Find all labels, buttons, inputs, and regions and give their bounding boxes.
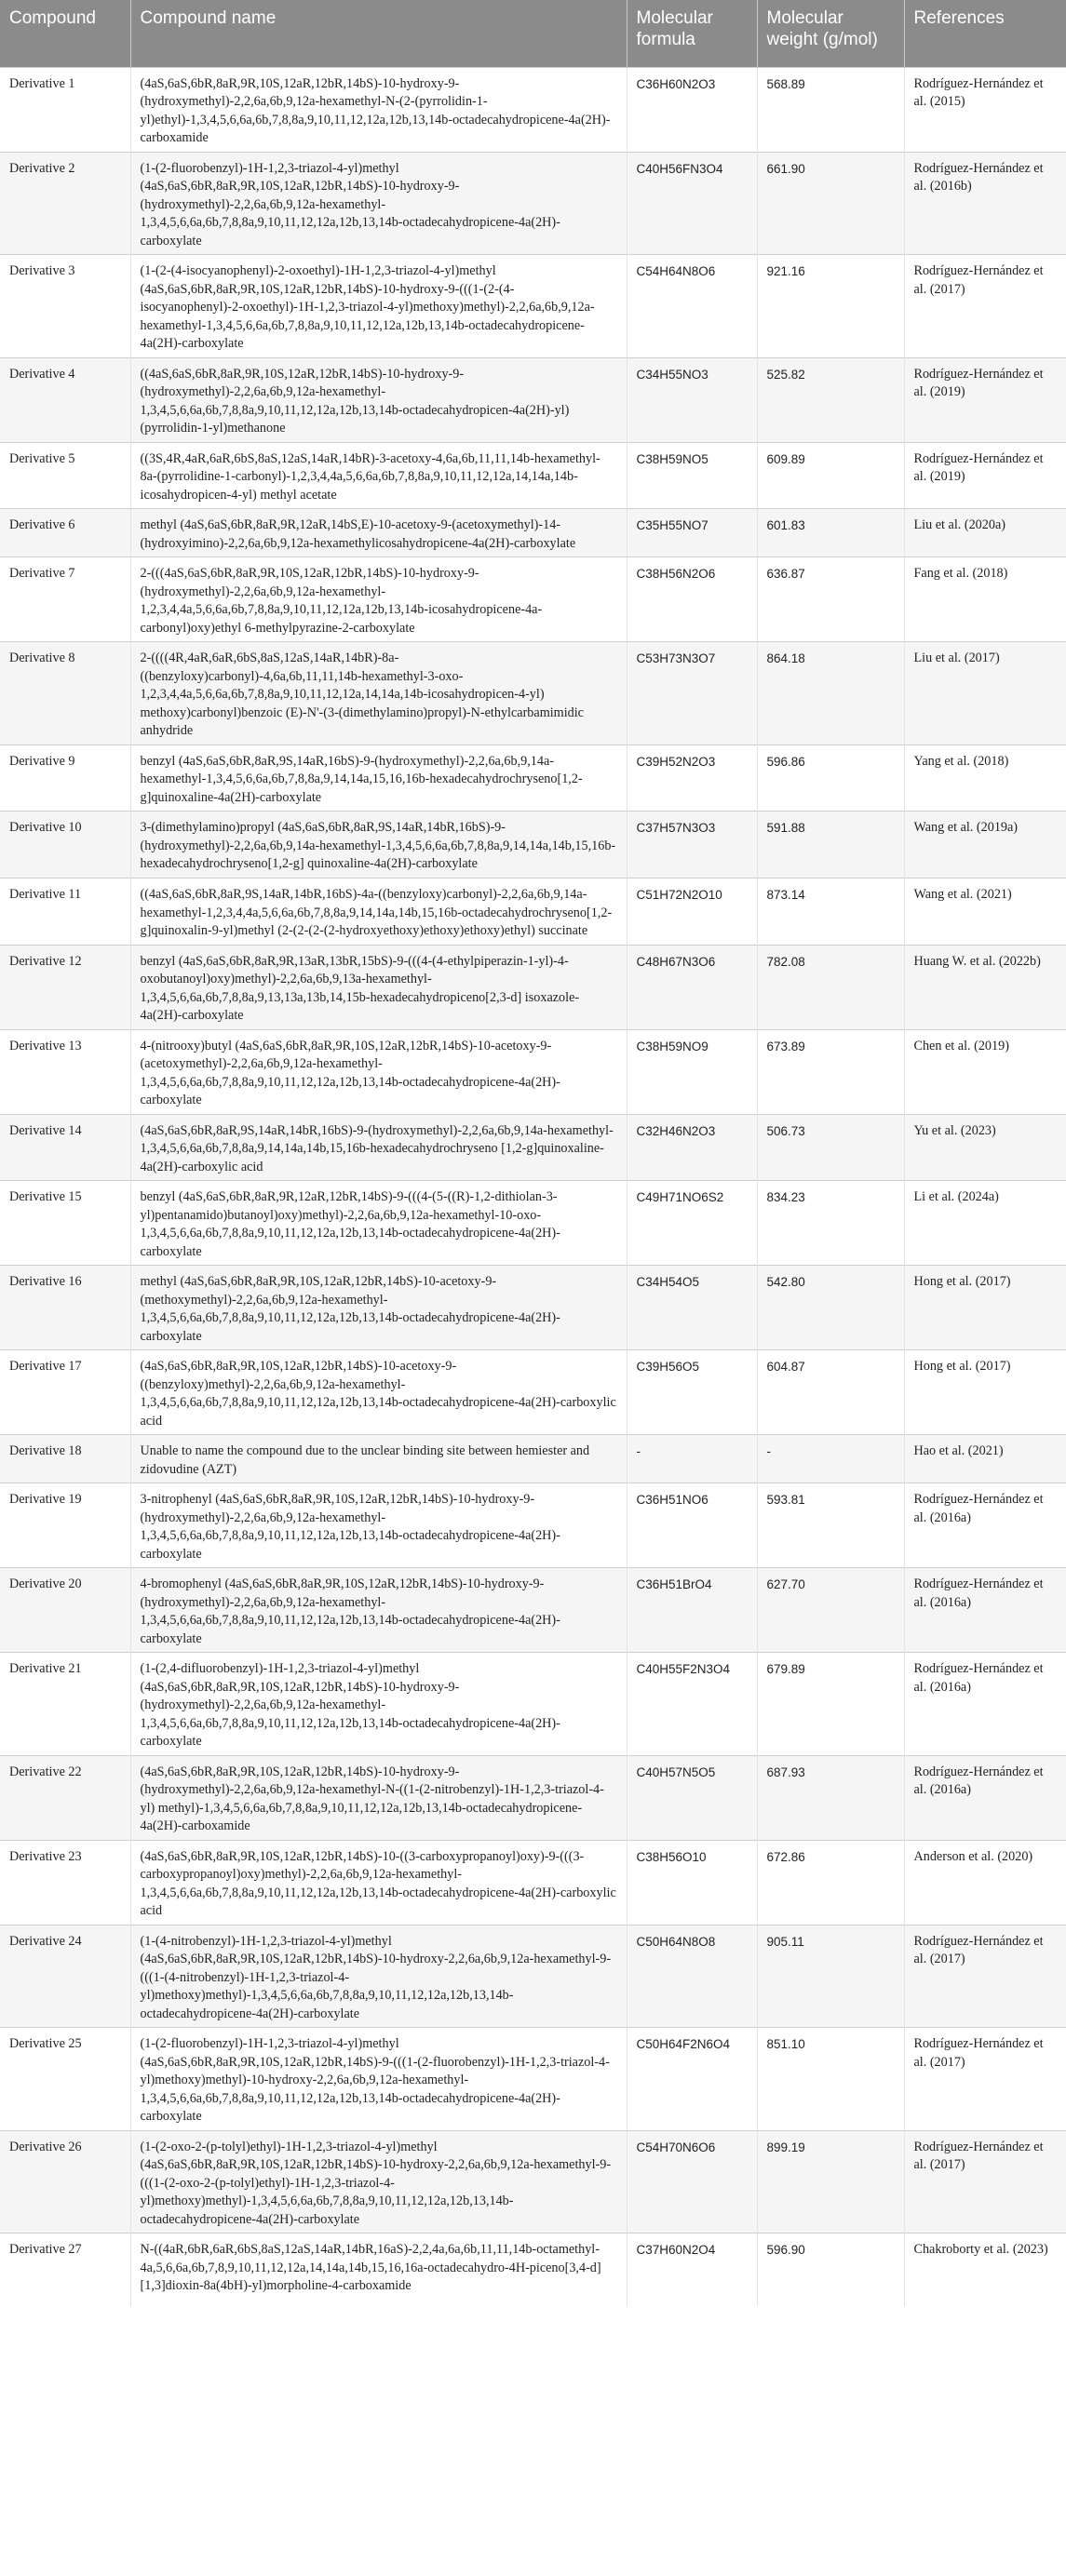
cell-molecular-weight: 672.86 (757, 1840, 904, 1925)
cell-reference: Fang et al. (2018) (904, 557, 1066, 642)
cell-molecular-weight: 627.70 (757, 1568, 904, 1653)
cell-molecular-formula: C36H60N2O3 (627, 67, 757, 152)
cell-molecular-formula: C38H56N2O6 (627, 557, 757, 642)
table-row (0, 1925, 1066, 2028)
cell-compound: Derivative 4 (0, 357, 130, 442)
cell-reference: Yang et al. (2018) (904, 745, 1066, 812)
cell-reference: Wang et al. (2019a) (904, 812, 1066, 879)
table-row (0, 1483, 1066, 1568)
cell-molecular-formula: C39H56O5 (627, 1350, 757, 1435)
cell-molecular-weight: 542.80 (757, 1266, 904, 1350)
cell-molecular-weight: 593.81 (757, 1483, 904, 1568)
table-row (0, 1840, 1066, 1925)
cell-molecular-weight: 873.14 (757, 879, 904, 946)
cell-compound-name: ((4aS,6aS,6bR,8aR,9R,10S,12aR,12bR,14bS)-10-hydroxy-9-(hydroxymethyl)-2,2,6a,6b,9,12a-hexamethyl-1,3,4,5,6,6a,6b,7,8,8a,9,10,11,12,12a,12b,13,14b-octadecahydropicen-4a(2H)-yl)(pyrrolidin-1-yl)methanone (130, 357, 627, 442)
cell-compound-name: (4aS,6aS,6bR,8aR,9R,10S,12aR,12bR,14bS)-10-((3-carboxypropanoyl)oxy)-9-(((3-carboxypropanoyl)oxy)methyl)-2,2,6a,6b,9,12a-hexamethyl-1,3,4,5,6,6a,6b,7,8,8a,9,10,11,12,12a,12b,13,14b-octadecahydropicene-4a(2H)-carboxylic acid (130, 1840, 627, 1925)
cell-reference: Hong et al. (2017) (904, 1266, 1066, 1350)
cell-compound: Derivative 17 (0, 1350, 130, 1435)
table-row (0, 1568, 1066, 1653)
table-row (0, 509, 1066, 557)
table-row (0, 1653, 1066, 1756)
cell-molecular-weight: 864.18 (757, 642, 904, 745)
cell-compound-name: 2-(((4aS,6aS,6bR,8aR,9R,10S,12aR,12bR,14bS)-10-hydroxy-9-(hydroxymethyl)-2,2,6a,6b,9,12a-hexamethyl-1,2,3,4,4a,5,6,6a,6b,7,8,8a,9,10,11,12,12a,12b,13,14b-icosahydropicene-4a-carbonyl)oxy)ethyl 6-methylpyrazine-2-carboxylate (130, 557, 627, 642)
cell-compound: Derivative 12 (0, 945, 130, 1029)
cell-molecular-formula: C38H59NO5 (627, 442, 757, 509)
cell-compound-name: 4-bromophenyl (4aS,6aS,6bR,8aR,9R,10S,12aR,12bR,14bS)-10-hydroxy-9-(hydroxymethyl)-2,2,6a,6b,9,12a-hexamethyl-1,3,4,5,6,6a,6b,7,8,8a,9,10,11,12,12a,12b,13,14b-octadecahydropicene-4a(2H)-carboxylate (130, 1568, 627, 1653)
table-row (0, 357, 1066, 442)
cell-reference: Anderson et al. (2020) (904, 1840, 1066, 1925)
cell-compound-name: benzyl (4aS,6aS,6bR,8aR,9S,14aR,16bS)-9-(hydroxymethyl)-2,2,6a,6b,9,14a-hexamethyl-1,3,4,5,6,6a,6b,7,8,8a,9,14,14a,15,16,16b-hexadecahydrochryseno[1,2-g]quinoxaline-4a(2H)-carboxylate (130, 745, 627, 812)
cell-reference: Wang et al. (2021) (904, 879, 1066, 946)
cell-compound-name: (4aS,6aS,6bR,8aR,9R,10S,12aR,12bR,14bS)-10-acetoxy-9-((benzyloxy)methyl)-2,2,6a,6b,9,12a-hexamethyl-1,3,4,5,6,6a,6b,7,8,8a,9,10,11,12,12a,12b,13,14b-octadecahydropicene-4a(2H)-carboxylic acid (130, 1350, 627, 1435)
table-body (0, 67, 1066, 2306)
table-row (0, 1266, 1066, 1350)
header-row (0, 0, 1066, 67)
cell-molecular-formula: C38H59NO9 (627, 1029, 757, 1114)
cell-reference: Rodríguez-Hernández et al. (2019) (904, 357, 1066, 442)
header-references: References (904, 0, 1066, 67)
cell-reference: Hong et al. (2017) (904, 1350, 1066, 1435)
cell-molecular-formula: C40H57N5O5 (627, 1755, 757, 1840)
header-molecular-formula: Molecular formula (627, 0, 757, 67)
cell-molecular-weight: 899.19 (757, 2130, 904, 2234)
table-row (0, 2028, 1066, 2131)
cell-molecular-formula: C35H55NO7 (627, 509, 757, 557)
cell-compound: Derivative 6 (0, 509, 130, 557)
cell-molecular-formula: C50H64F2N6O4 (627, 2028, 757, 2131)
cell-compound-name: 2-((((4R,4aR,6aR,6bS,8aS,12aS,14aR,14bR)-8a-((benzyloxy)carbonyl)-4,6a,6b,11,11,14b-hexamethyl-3-oxo-1,2,3,4,4a,5,6,6a,6b,7,8,8a,9,10,11,12,12a,14,14a,14b-icosahydropicen-4-yl) methoxy)carbonyl)benzoic (E)-N'-(3-(dimethylamino)propyl)-N-ethylcarbamimidic anhydride (130, 642, 627, 745)
table-row (0, 745, 1066, 812)
cell-reference: Rodríguez-Hernández et al. (2017) (904, 2130, 1066, 2234)
header-compound-name: Compound name (130, 0, 627, 67)
cell-compound-name: 3-nitrophenyl (4aS,6aS,6bR,8aR,9R,10S,12aR,12bR,14bS)-10-hydroxy-9-(hydroxymethyl)-2,2,6a,6b,9,12a-hexamethyl-1,3,4,5,6,6a,6b,7,8,8a,9,10,11,12,12a,12b,13,14b-octadecahydropicene-4a(2H)-carboxylate (130, 1483, 627, 1568)
header-compound: Compound (0, 0, 130, 67)
table-row (0, 2130, 1066, 2234)
header-molecular-weight: Molecular weight (g/mol) (757, 0, 904, 67)
cell-molecular-formula: - (627, 1435, 757, 1483)
cell-reference: Rodríguez-Hernández et al. (2015) (904, 67, 1066, 152)
cell-molecular-formula: C36H51BrO4 (627, 1568, 757, 1653)
cell-compound-name: (1-(4-nitrobenzyl)-1H-1,2,3-triazol-4-yl)methyl (4aS,6aS,6bR,8aR,9R,10S,12aR,12bR,14bS)-10-hydroxy-2,2,6a,6b,9,12a-hexamethyl-9-(((1-(4-nitrobenzyl)-1H-1,2,3-triazol-4-yl)methoxy)methyl)-1,3,4,5,6,6a,6b,7,8,8a,9,10,11,12,12a,12b,13,14b-octadecahydropicene-4a(2H)-carboxylate (130, 1925, 627, 2028)
cell-compound: Derivative 1 (0, 67, 130, 152)
cell-compound: Derivative 24 (0, 1925, 130, 2028)
table-row (0, 1755, 1066, 1840)
cell-molecular-formula: C38H56O10 (627, 1840, 757, 1925)
cell-compound: Derivative 20 (0, 1568, 130, 1653)
cell-molecular-weight: 661.90 (757, 152, 904, 255)
cell-compound: Derivative 22 (0, 1755, 130, 1840)
cell-molecular-weight: - (757, 1435, 904, 1483)
cell-compound: Derivative 7 (0, 557, 130, 642)
cell-compound-name: (1-(2,4-difluorobenzyl)-1H-1,2,3-triazol-4-yl)methyl (4aS,6aS,6bR,8aR,9R,10S,12aR,12bR,14bS)-10-hydroxy-9-(hydroxymethyl)-2,2,6a,6b,9,12a-hexamethyl-1,3,4,5,6,6a,6b,7,8,8a,9,10,11,12,12a,12b,13,14b-octadecahydropicene-4a(2H)-carboxylate (130, 1653, 627, 1756)
cell-molecular-weight: 687.93 (757, 1755, 904, 1840)
cell-reference: Rodríguez-Hernández et al. (2016a) (904, 1568, 1066, 1653)
cell-compound-name: (1-(2-fluorobenzyl)-1H-1,2,3-triazol-4-yl)methyl (4aS,6aS,6bR,8aR,9R,10S,12aR,12bR,14bS)-10-hydroxy-9-(hydroxymethyl)-2,2,6a,6b,9,12a-hexamethyl-1,3,4,5,6,6a,6b,7,8,8a,9,10,11,12,12a,12b,13,14b-octadecahydropicene-4a(2H)-carboxylate (130, 152, 627, 255)
cell-compound-name: N-((4aR,6bR,6aR,6bS,8aS,12aS,14aR,14bR,16aS)-2,2,4a,6a,6b,11,11,14b-octamethyl-4a,5,6,6a,6b,7,8,9,10,11,12,12a,14,14a,14b,15,16,16a-octadecahydro-4H-piceno[3,4-d][1,3]dioxin-8a(4bH)-yl)morpholine-4-carboxamide (130, 2234, 627, 2306)
cell-reference: Rodríguez-Hernández et al. (2017) (904, 2028, 1066, 2131)
cell-compound-name: (4aS,6aS,6bR,8aR,9R,10S,12aR,12bR,14bS)-10-hydroxy-9-(hydroxymethyl)-2,2,6a,6b,9,12a-hexamethyl-N-(2-(pyrrolidin-1-yl)ethyl)-1,3,4,5,6,6a,6b,7,8,8a,9,10,11,12,12a,12b,13,14b-octadecahydropicene-4a(2H)-carboxamide (130, 67, 627, 152)
cell-compound-name: methyl (4aS,6aS,6bR,8aR,9R,12aR,14bS,E)-10-acetoxy-9-(acetoxymethyl)-14-(hydroxyimino)-2,2,6a,6b,9,12a-hexamethylicosahydropicene-4a(2H)-carboxylate (130, 509, 627, 557)
cell-molecular-weight: 525.82 (757, 357, 904, 442)
cell-reference: Rodríguez-Hernández et al. (2016a) (904, 1653, 1066, 1756)
cell-compound-name: benzyl (4aS,6aS,6bR,8aR,9R,13aR,13bR,15bS)-9-(((4-(4-ethylpiperazin-1-yl)-4-oxobutanoyl)oxy)methyl)-2,2,6a,6b,9,13a-hexamethyl-1,3,4,5,6,6a,6b,7,8,8a,9,13,13a,13b,14,15b-hexadecahydropiceno[2,3-d] isoxazole-4a(2H)-carboxylate (130, 945, 627, 1029)
cell-molecular-weight: 905.11 (757, 1925, 904, 2028)
table-row (0, 879, 1066, 946)
table-header (0, 0, 1066, 67)
cell-molecular-weight: 596.90 (757, 2234, 904, 2306)
cell-reference: Liu et al. (2020a) (904, 509, 1066, 557)
cell-molecular-formula: C34H55NO3 (627, 357, 757, 442)
cell-compound-name: ((4aS,6aS,6bR,8aR,9S,14aR,14bR,16bS)-4a-((benzyloxy)carbonyl)-2,2,6a,6b,9,14a-hexamethyl-1,2,3,4,4a,5,6,6a,6b,7,8,8a,9,14,14a,14b,15,16b-octadecahydrochryseno[1,2-g]quinoxalin-9-yl)methyl (2-(2-(2-(2-hydroxyethoxy)ethoxy)ethoxy)ethyl) succinate (130, 879, 627, 946)
cell-compound-name: benzyl (4aS,6aS,6bR,8aR,9R,12aR,12bR,14bS)-9-(((4-(5-((R)-1,2-dithiolan-3-yl)pentanamido)butanoyl)oxy)methyl)-2,2,6a,6b,9,12a-hexamethyl-10-oxo-1,3,4,5,6,6a,6b,7,8,8a,9,10,11,12,12a,12b,13,14b-octadecahydropicene-4a(2H)-carboxylate (130, 1181, 627, 1266)
table-row (0, 642, 1066, 745)
cell-compound: Derivative 16 (0, 1266, 130, 1350)
cell-molecular-weight: 921.16 (757, 255, 904, 358)
cell-compound-name: 4-(nitrooxy)butyl (4aS,6aS,6bR,8aR,9R,10S,12aR,12bR,14bS)-10-acetoxy-9-(acetoxymethyl)-2,2,6a,6b,9,12a-hexamethyl-1,3,4,5,6,6a,6b,7,8,8a,9,10,11,12,12a,12b,13,14b-octadecahydropicene-4a(2H)-carboxylate (130, 1029, 627, 1114)
table-row (0, 945, 1066, 1029)
table-row (0, 1350, 1066, 1435)
cell-compound-name: (4aS,6aS,6bR,8aR,9R,10S,12aR,12bR,14bS)-10-hydroxy-9-(hydroxymethyl)-2,2,6a,6b,9,12a-hexamethyl-N-((1-(2-nitrobenzyl)-1H-1,2,3-triazol-4-yl) methyl)-1,3,4,5,6,6a,6b,7,8,8a,9,10,11,12,12a,12b,13,14b-octadecahydropicene-4a(2H)-carboxamide (130, 1755, 627, 1840)
cell-compound-name: ((3S,4R,4aR,6aR,6bS,8aS,12aS,14aR,14bR)-3-acetoxy-4,6a,6b,11,11,14b-hexamethyl-8a-(pyrrolidine-1-carbonyl)-1,2,3,4,4a,5,6,6a,6b,7,8,8a,9,10,11,12,12a,14,14a,14b-icosahydropicen-4-yl) methyl acetate (130, 442, 627, 509)
cell-molecular-formula: C37H57N3O3 (627, 812, 757, 879)
cell-reference: Hao et al. (2021) (904, 1435, 1066, 1483)
cell-molecular-formula: C37H60N2O4 (627, 2234, 757, 2306)
cell-compound: Derivative 25 (0, 2028, 130, 2131)
table-row (0, 255, 1066, 358)
cell-compound: Derivative 19 (0, 1483, 130, 1568)
cell-reference: Yu et al. (2023) (904, 1114, 1066, 1181)
cell-molecular-weight: 568.89 (757, 67, 904, 152)
cell-molecular-weight: 782.08 (757, 945, 904, 1029)
cell-molecular-formula: C54H64N8O6 (627, 255, 757, 358)
cell-molecular-weight: 851.10 (757, 2028, 904, 2131)
table-row (0, 812, 1066, 879)
table-row (0, 1181, 1066, 1266)
table-row (0, 557, 1066, 642)
cell-compound: Derivative 5 (0, 442, 130, 509)
cell-compound: Derivative 8 (0, 642, 130, 745)
cell-molecular-formula: C32H46N2O3 (627, 1114, 757, 1181)
cell-molecular-formula: C48H67N3O6 (627, 945, 757, 1029)
cell-compound: Derivative 23 (0, 1840, 130, 1925)
cell-reference: Rodríguez-Hernández et al. (2016b) (904, 152, 1066, 255)
cell-compound-name: methyl (4aS,6aS,6bR,8aR,9R,10S,12aR,12bR,14bS)-10-acetoxy-9-(methoxymethyl)-2,2,6a,6b,9,12a-hexamethyl-1,3,4,5,6,6a,6b,7,8,8a,9,10,11,12,12a,12b,13,14b-octadecahydropicene-4a(2H)-carboxylate (130, 1266, 627, 1350)
cell-reference: Rodríguez-Hernández et al. (2016a) (904, 1483, 1066, 1568)
cell-compound: Derivative 27 (0, 2234, 130, 2306)
cell-compound: Derivative 11 (0, 879, 130, 946)
cell-molecular-formula: C39H52N2O3 (627, 745, 757, 812)
cell-molecular-weight: 834.23 (757, 1181, 904, 1266)
cell-reference: Rodríguez-Hernández et al. (2017) (904, 1925, 1066, 2028)
cell-molecular-weight: 601.83 (757, 509, 904, 557)
cell-compound-name: (1-(2-(4-isocyanophenyl)-2-oxoethyl)-1H-1,2,3-triazol-4-yl)methyl (4aS,6aS,6bR,8aR,9R,10S,12aR,12bR,14bS)-10-hydroxy-9-(((1-(2-(4-isocyanophenyl)-2-oxoethyl)-1H-1,2,3-triazol-4-yl)methoxy)methyl)-2,2,6a,6b,9,12a-hexamethyl-1,3,4,5,6,6a,6b,7,8,8a,9,10,11,12,12a,12b,13,14b-octadecahydropicene-4a(2H)-carboxylate (130, 255, 627, 358)
cell-compound: Derivative 9 (0, 745, 130, 812)
cell-molecular-formula: C40H55F2N3O4 (627, 1653, 757, 1756)
cell-compound: Derivative 21 (0, 1653, 130, 1756)
cell-reference: Chen et al. (2019) (904, 1029, 1066, 1114)
cell-compound: Derivative 3 (0, 255, 130, 358)
cell-molecular-weight: 673.89 (757, 1029, 904, 1114)
table-row (0, 67, 1066, 152)
cell-molecular-weight: 636.87 (757, 557, 904, 642)
cell-reference: Rodríguez-Hernández et al. (2019) (904, 442, 1066, 509)
table-row (0, 442, 1066, 509)
cell-molecular-formula: C40H56FN3O4 (627, 152, 757, 255)
cell-reference: Liu et al. (2017) (904, 642, 1066, 745)
cell-compound: Derivative 15 (0, 1181, 130, 1266)
cell-molecular-weight: 596.86 (757, 745, 904, 812)
cell-molecular-weight: 591.88 (757, 812, 904, 879)
cell-molecular-weight: 609.89 (757, 442, 904, 509)
cell-compound-name: (1-(2-fluorobenzyl)-1H-1,2,3-triazol-4-yl)methyl (4aS,6aS,6bR,8aR,9R,10S,12aR,12bR,14bS)-9-(((1-(2-fluorobenzyl)-1H-1,2,3-triazol-4-yl)methoxy)methyl)-10-hydroxy-2,2,6a,6b,9,12a-hexamethyl-1,3,4,5,6,6a,6b,7,8,8a,9,10,11,12,12a,12b,13,14b-octadecahydropicene-4a(2H)-carboxylate (130, 2028, 627, 2131)
cell-reference: Li et al. (2024a) (904, 1181, 1066, 1266)
table-row (0, 152, 1066, 255)
cell-compound: Derivative 13 (0, 1029, 130, 1114)
cell-compound-name: 3-(dimethylamino)propyl (4aS,6aS,6bR,8aR,9S,14aR,14bR,16bS)-9-(hydroxymethyl)-2,2,6a,6b,9,14a-hexamethyl-1,3,4,5,6,6a,6b,7,8,8a,9,14,14a,14b,15,16b-hexadecahydrochryseno[1,2-g] quinoxaline-4a(2H)-carboxylate (130, 812, 627, 879)
cell-molecular-formula: C36H51NO6 (627, 1483, 757, 1568)
cell-molecular-weight: 506.73 (757, 1114, 904, 1181)
table-row (0, 1029, 1066, 1114)
cell-compound-name: (1-(2-oxo-2-(p-tolyl)ethyl)-1H-1,2,3-triazol-4-yl)methyl (4aS,6aS,6bR,8aR,9R,10S,12aR,12bR,14bS)-10-hydroxy-2,2,6a,6b,9,12a-hexamethyl-9-(((1-(2-oxo-2-(p-tolyl)ethyl)-1H-1,2,3-triazol-4-yl)methoxy)methyl)-1,3,4,5,6,6a,6b,7,8,8a,9,10,11,12,12a,12b,13,14b-octadecahydropicene-4a(2H)-carboxylate (130, 2130, 627, 2234)
cell-reference: Huang W. et al. (2022b) (904, 945, 1066, 1029)
cell-compound-name: Unable to name the compound due to the unclear binding site between hemiester and zidovudine (AZT) (130, 1435, 627, 1483)
cell-molecular-formula: C49H71NO6S2 (627, 1181, 757, 1266)
table-row (0, 1435, 1066, 1483)
cell-molecular-weight: 679.89 (757, 1653, 904, 1756)
table-row (0, 1114, 1066, 1181)
cell-compound: Derivative 18 (0, 1435, 130, 1483)
cell-molecular-weight: 604.87 (757, 1350, 904, 1435)
cell-molecular-formula: C50H64N8O8 (627, 1925, 757, 2028)
cell-compound: Derivative 2 (0, 152, 130, 255)
cell-molecular-formula: C51H72N2O10 (627, 879, 757, 946)
cell-compound: Derivative 26 (0, 2130, 130, 2234)
cell-compound-name: (4aS,6aS,6bR,8aR,9S,14aR,14bR,16bS)-9-(hydroxymethyl)-2,2,6a,6b,9,14a-hexamethyl-1,3,4,5,6,6a,6b,7,8,8a,9,14,14a,14b,15,16b-hexadecahydrochryseno [1,2-g]quinoxaline-4a(2H)-carboxylic acid (130, 1114, 627, 1181)
table-row (0, 2234, 1066, 2306)
cell-molecular-formula: C53H73N3O7 (627, 642, 757, 745)
cell-compound: Derivative 14 (0, 1114, 130, 1181)
cell-reference: Chakroborty et al. (2023) (904, 2234, 1066, 2306)
cell-reference: Rodríguez-Hernández et al. (2017) (904, 255, 1066, 358)
cell-compound: Derivative 10 (0, 812, 130, 879)
cell-molecular-formula: C54H70N6O6 (627, 2130, 757, 2234)
cell-molecular-formula: C34H54O5 (627, 1266, 757, 1350)
cell-reference: Rodríguez-Hernández et al. (2016a) (904, 1755, 1066, 1840)
